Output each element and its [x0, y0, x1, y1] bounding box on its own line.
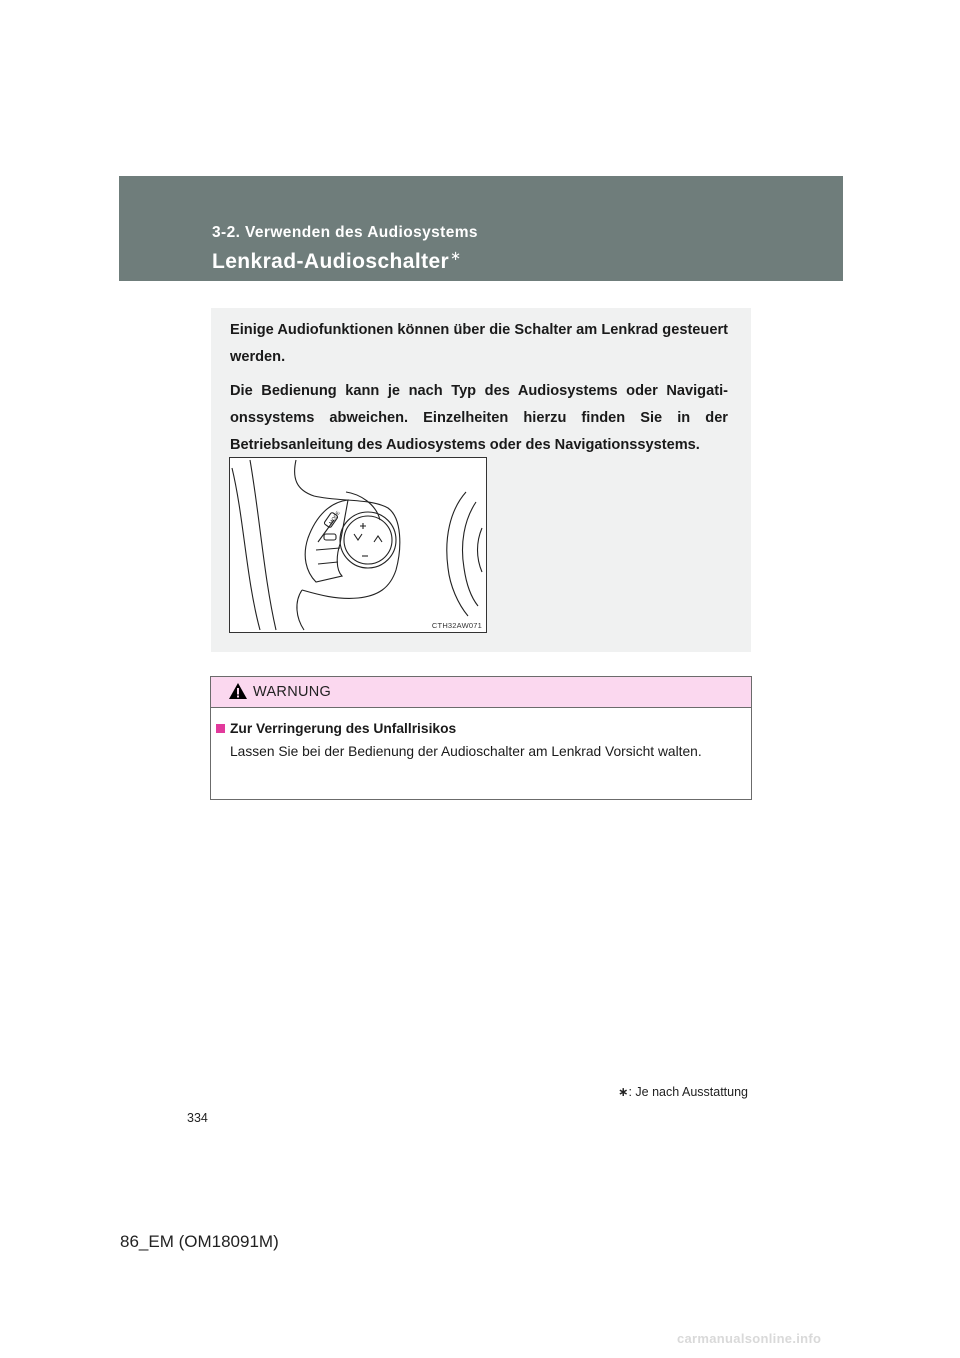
page-title — [212, 248, 461, 274]
figure-code: CTH32AW071 — [431, 621, 482, 630]
intro-paragraph-2: Die Bedienung kann je nach Typ des Audiosystems oder Navigationssystems abweichen. Einzelheiten hierzu finden Sie in der Betriebsanleitung des Audiosystems oder des Navigationssystems. — [230, 383, 728, 453]
section-label: 3-2. Verwenden des Audiosystems — [212, 224, 478, 241]
steering-wheel-audio-switch-illustration — [230, 458, 486, 632]
warning-item-body: Lassen Sie bei der Bedienung der Audioschalter am Lenkrad Vorsicht walten. — [230, 744, 702, 759]
footnote-mark: ∗ — [618, 1085, 629, 1099]
warning-header — [211, 677, 751, 708]
mode-button-label: MODE — [328, 510, 342, 526]
warning-item-heading-text: Zur Verringerung des Unfallrisikos — [230, 721, 457, 736]
steering-wheel-figure — [229, 457, 487, 633]
bullet-square-icon — [216, 724, 225, 733]
warning-triangle-icon — [228, 682, 248, 700]
page-title-text: Lenkrad-Audioschalter — [212, 250, 450, 273]
chapter-header — [119, 176, 843, 281]
warning-title: WARNUNG — [253, 684, 332, 700]
footnote-text: : Je nach Ausstattung — [628, 1085, 749, 1099]
intro-paragraph-1: Einige Audiofunktionen können über die Schalter am Lenkrad gesteuert werden. — [230, 322, 728, 365]
title-footnote-mark: ∗ — [450, 248, 462, 263]
intro-box — [211, 308, 751, 652]
page-number: 334 — [187, 1111, 208, 1125]
watermark: carmanualsonline.info — [677, 1331, 822, 1346]
warning-item-heading — [216, 721, 456, 736]
warning-box — [210, 676, 752, 800]
model-code: 86_EM (OM18091M) — [120, 1232, 279, 1251]
footnote — [618, 1084, 748, 1099]
